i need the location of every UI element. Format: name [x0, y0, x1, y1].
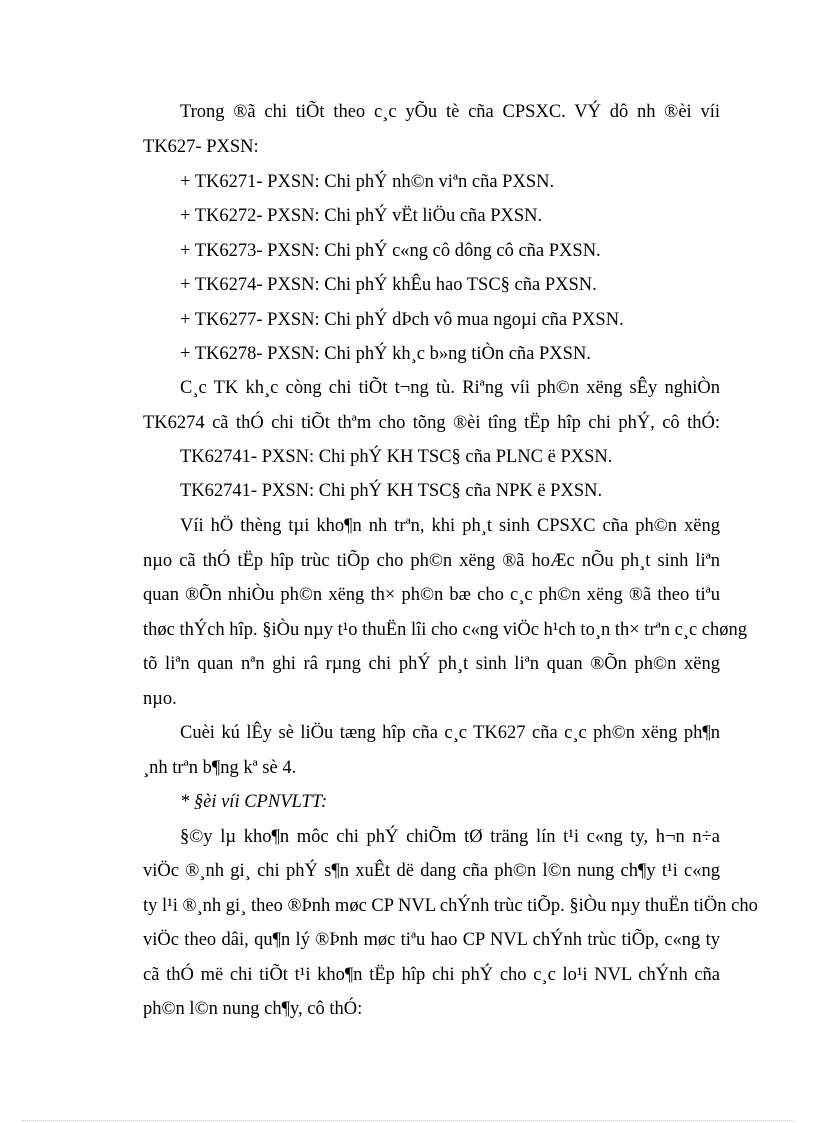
list-item: + TK6274- PXSN: Chi phÝ khÊu hao TSC§ cña PXSN.	[180, 275, 597, 295]
paragraph-line: TK6274 cã thÓ chi tiÕt thªm cho tõng ®èi tîng tËp hîp chi phÝ, cô thÓ:	[143, 413, 720, 433]
paragraph-line: ty l¹i ®¸nh gi¸ theo ®Þnh møc CP NVL chÝnh trùc tiÕp. §iÒu nµy thuËn tiÖn cho	[143, 896, 758, 916]
paragraph-line: cã thÓ më chi tiÕt t¹i kho¶n tËp hîp chi phÝ cho c¸c lo¹i NVL chÝnh cña	[143, 965, 720, 985]
paragraph-line: Trong ®ã chi tiÕt theo c¸c yÕu tè cña CPSXC. VÝ dô nh ®èi víi	[180, 102, 720, 122]
paragraph-line: Cuèi kú lÊy sè liÖu tæng hîp cña c¸c TK627 cña c¸c ph©n xëng ph¶n	[180, 723, 720, 743]
page-bottom-rule	[22, 1120, 794, 1121]
paragraph-line: nµo.	[143, 689, 177, 709]
paragraph-line: TK627- PXSN:	[143, 137, 259, 157]
list-item: + TK6273- PXSN: Chi phÝ c«ng cô dông cô cña PXSN.	[180, 241, 601, 261]
paragraph-line: C¸c TK kh¸c còng chi tiÕt t¬ng tù. Riªng víi ph©n xëng sÊy nghiÒn	[180, 378, 720, 398]
list-item: + TK6271- PXSN: Chi phÝ nh©n viªn cña PXSN.	[180, 172, 555, 192]
list-item: + TK6272- PXSN: Chi phÝ vËt liÖu cña PXSN.	[180, 206, 543, 226]
paragraph-line: thøc thÝch hîp. §iÒu nµy t¹o thuËn lîi cho c«ng viÖc h¹ch to¸n th× trªn c¸c chøng	[143, 620, 747, 640]
list-item: TK62741- PXSN: Chi phÝ KH TSC§ cña PLNC ë PXSN.	[180, 447, 613, 467]
list-item: + TK6278- PXSN: Chi phÝ kh¸c b»ng tiÒn cña PXSN.	[180, 344, 591, 364]
paragraph-line: ph©n l©n nung ch¶y, cô thÓ:	[143, 999, 363, 1019]
paragraph-line: viÖc ®¸nh gi¸ chi phÝ s¶n xuÊt dë dang cña ph©n l©n nung ch¶y t¹i c«ng	[143, 861, 720, 881]
paragraph-line: Víi hÖ thèng tµi kho¶n nh trªn, khi ph¸t sinh CPSXC cña ph©n xëng	[180, 516, 720, 536]
paragraph-line: quan ®Õn nhiÒu ph©n xëng th× ph©n bæ cho c¸c ph©n xëng ®ã theo tiªu	[143, 585, 720, 605]
section-heading: * §èi víi CPNVLTT:	[180, 792, 328, 812]
paragraph-line: tõ liªn quan nªn ghi râ rµng chi phÝ ph¸t sinh liªn quan ®Õn ph©n xëng	[143, 654, 720, 674]
paragraph-line: nµo cã thÓ tËp hîp trùc tiÕp cho ph©n xëng ®ã hoÆc nÕu ph¸t sinh liªn	[143, 551, 720, 571]
list-item: + TK6277- PXSN: Chi phÝ dÞch vô mua ngoµi cña PXSN.	[180, 310, 624, 330]
paragraph-line: §©y lµ kho¶n môc chi phÝ chiÕm tØ träng lín t¹i c«ng ty, h¬n n÷a	[180, 827, 720, 847]
paragraph-line: ¸nh trªn b¶ng kª sè 4.	[143, 758, 297, 778]
paragraph-line: viÖc theo dâi, qu¶n lý ®Þnh møc tiªu hao CP NVL chÝnh trùc tiÕp, c«ng ty	[143, 930, 720, 950]
list-item: TK62741- PXSN: Chi phÝ KH TSC§ cña NPK ë PXSN.	[180, 481, 603, 501]
